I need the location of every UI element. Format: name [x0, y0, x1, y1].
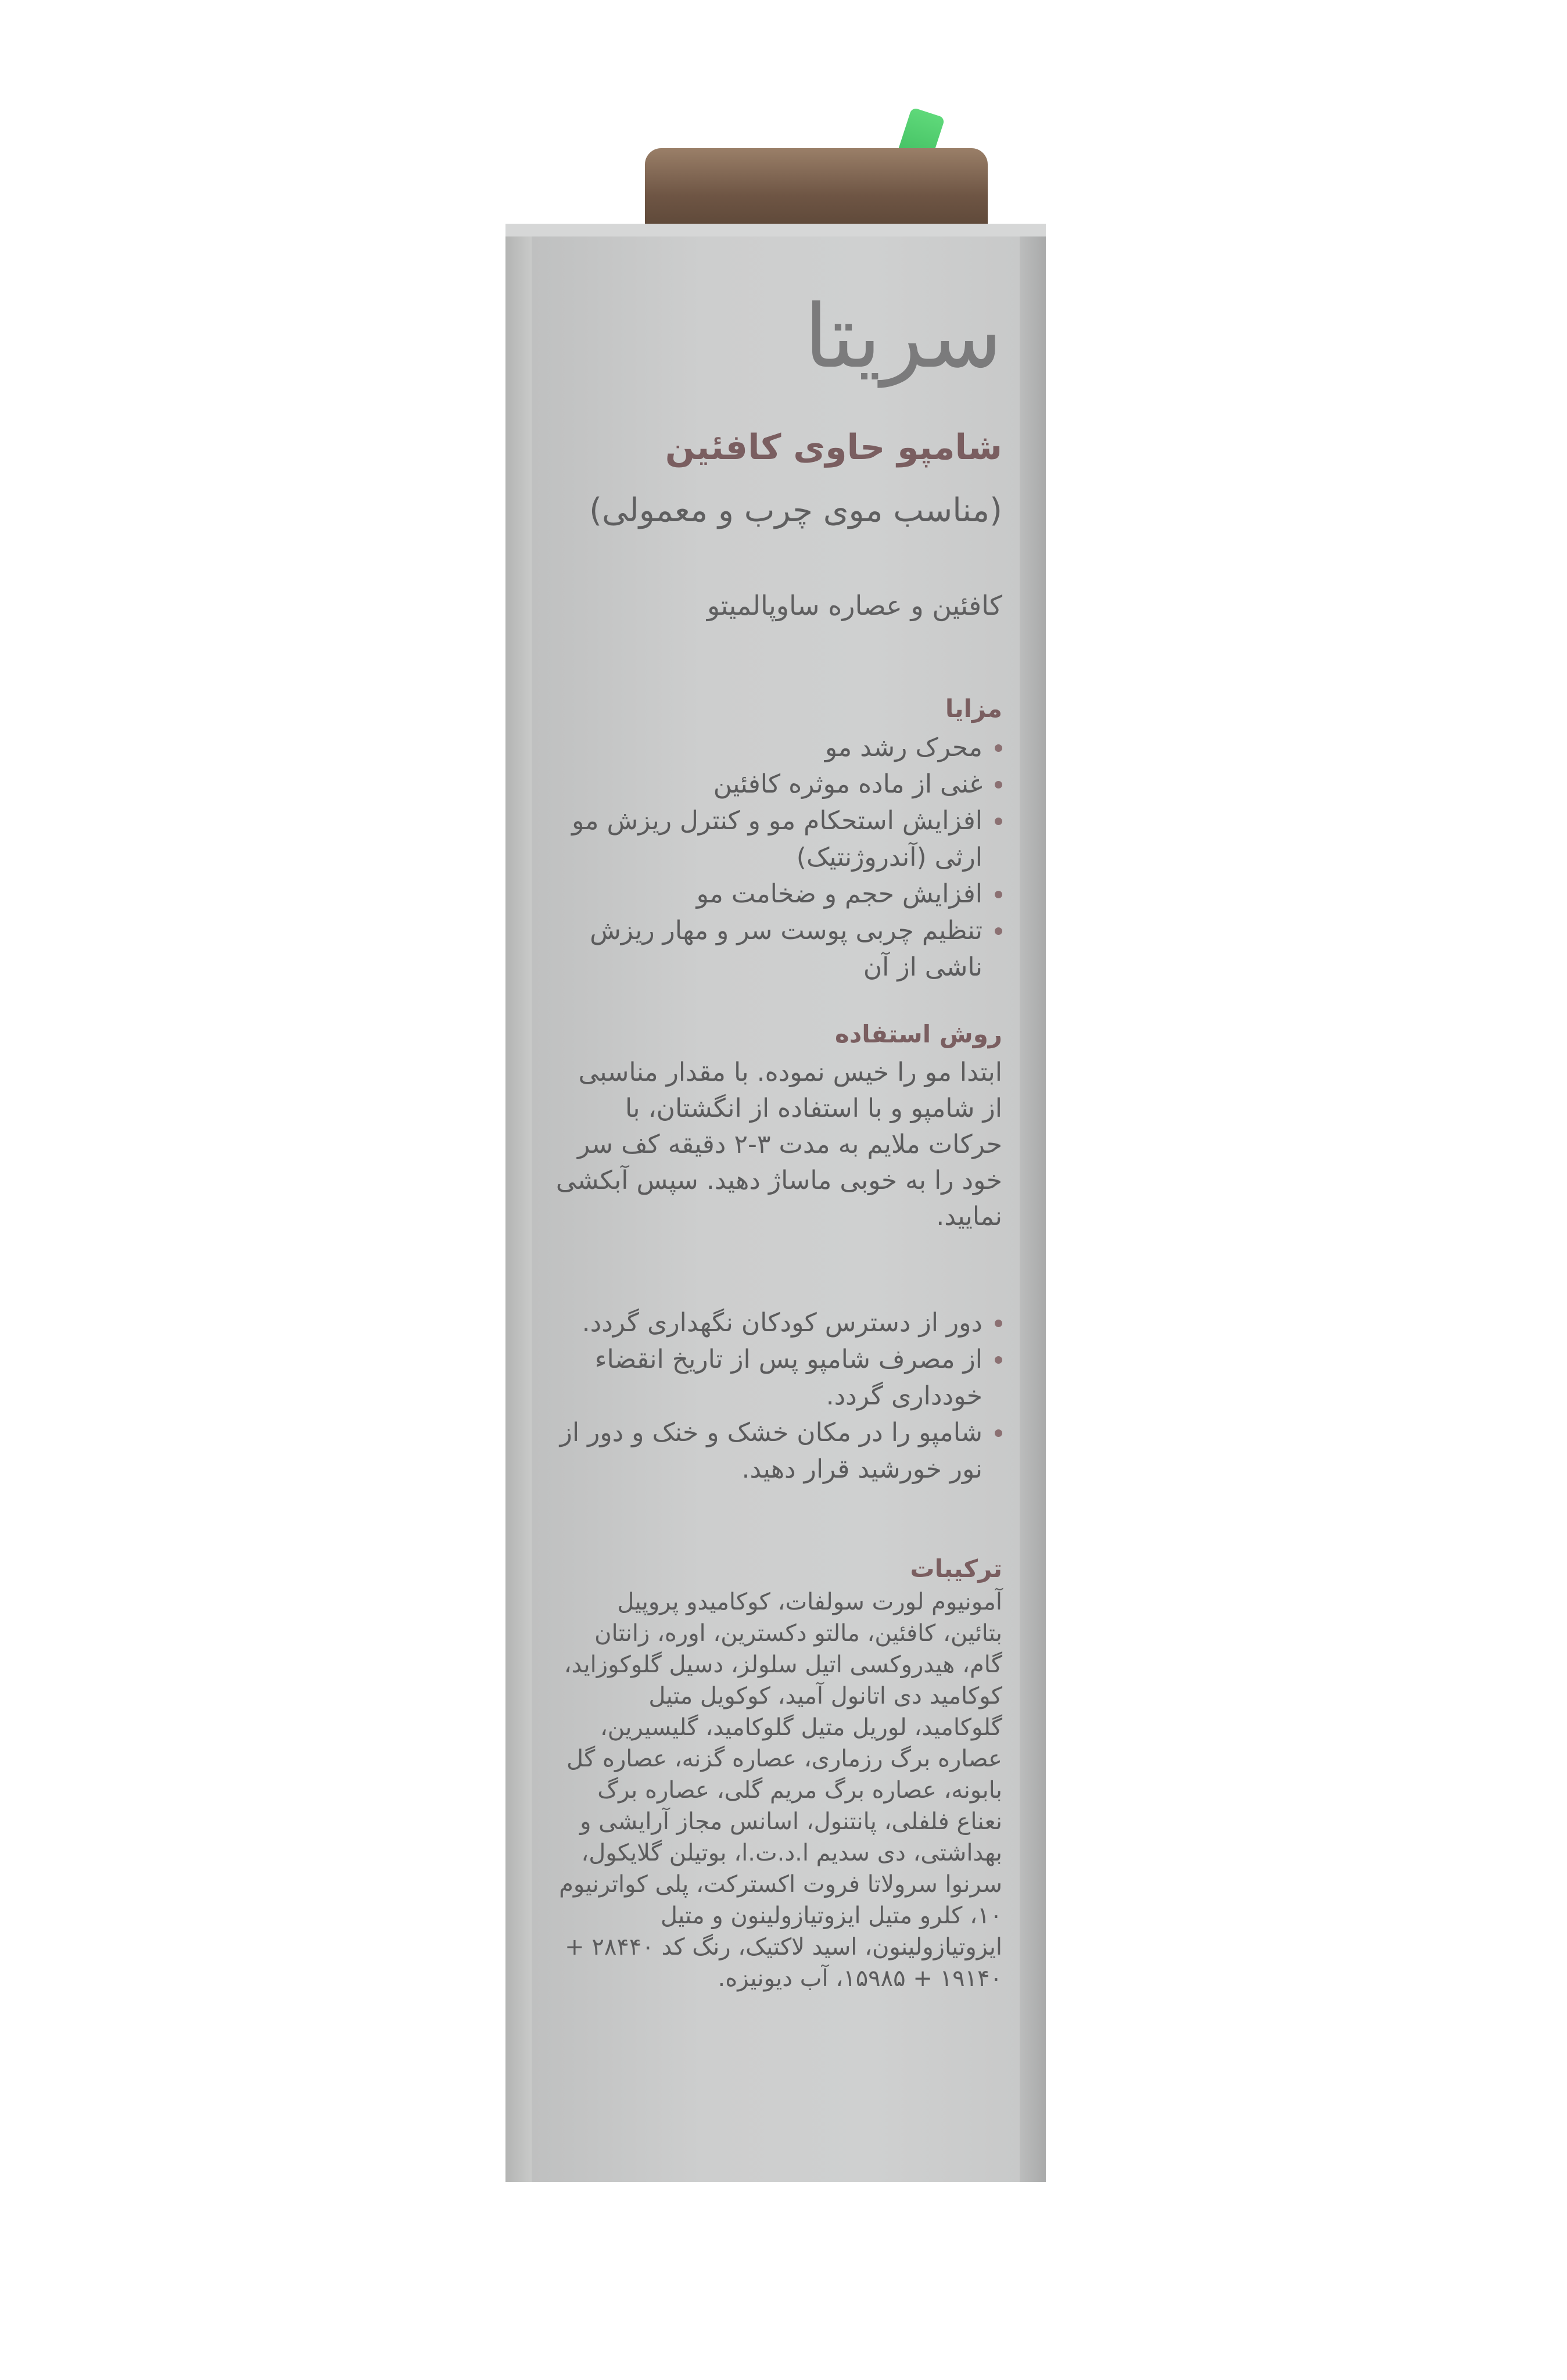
box-left-edge — [505, 224, 532, 2182]
benefit-item: افزایش حجم و ضخامت مو — [555, 876, 1002, 912]
bullet-dot — [995, 781, 1002, 788]
warnings-list — [555, 1304, 1002, 1488]
product-extract: کافئین و عصاره ساوپالمیتو — [707, 590, 1002, 621]
usage-text: ابتدا مو را خیس نموده. با مقدار مناسبی از شامپو و با استفاده از انگشتان، با حرکات ملایم به مدت ۳-۲ دقیقه کف سر خود را به خوبی ماساژ دهید. سپس آبکشی نمایید. — [555, 1058, 1002, 1231]
bottle-cap — [645, 148, 988, 235]
warning-item: از مصرف شامپو پس از تاریخ انقضاء خودداری گردد. — [555, 1341, 1002, 1414]
product-title: شامپو حاوی کافئین — [665, 427, 1002, 468]
benefit-item: افزایش استحکام مو و کنترل ریزش مو ارثی (آندروژنتیک) — [555, 802, 1002, 876]
bullet-dot — [995, 1356, 1002, 1364]
benefit-item: محرک رشد مو — [555, 729, 1002, 766]
warning-item: دور از دسترس کودکان نگهداری گردد. — [555, 1304, 1002, 1341]
product-box — [505, 224, 1046, 2182]
bullet-dot — [995, 744, 1002, 752]
warning-item: شامپو را در مکان خشک و خنک و دور از نور خورشید قرار دهید. — [555, 1414, 1002, 1488]
bullet-dot — [995, 891, 1002, 898]
bullet-dot — [995, 818, 1002, 825]
product-subtitle: (مناسب موی چرب و معمولی) — [589, 492, 1002, 529]
bullet-dot — [995, 927, 1002, 935]
ingredients-heading: ترکیبات — [910, 1554, 1002, 1583]
benefit-item: غنی از ماده موثره کافئین — [555, 766, 1002, 802]
bullet-dot — [995, 1320, 1002, 1327]
benefits-list — [555, 729, 1002, 985]
bullet-dot — [995, 1429, 1002, 1437]
box-right-edge — [1020, 224, 1046, 2182]
benefit-item: تنظیم چربی پوست سر و مهار ریزش ناشی از آن — [555, 912, 1002, 985]
box-top-lip — [505, 224, 1046, 236]
usage-heading: روش استفاده — [834, 1020, 1002, 1048]
ingredients-text: آمونیوم لورت سولفات، کوکامیدو پروپیل بتائین، کافئین، مالتو دکسترین، اوره، زانتان گام، هیدروکسی اتیل سلولز، دسیل گلوکوزاید، کوکامید دی اتانول آمید، کوکویل متیل گلوکامید، لوریل متیل گلوکامید، گلیسیرین، عصاره برگ رزماری، عصاره گزنه، عصاره گل بابونه، عصاره برگ مریم گلی، عصاره برگ نعناع فلفلی، پانتنول، اسانس مجاز آرایشی و بهداشتی، دی سدیم ا.د.ت.ا، بوتیلن گلایکول، سرنوا سرولاتا فروت اکسترکت، پلی کواترنیوم ۱۰، کلرو متیل ایزوتیازولینون و متیل ایزوتیازولینون، اسید لاکتیک، رنگ کد ۲۸۴۴۰ + ۱۹۱۴۰ + ۱۵۹۸۵، آب دیونیزه. — [559, 1589, 1002, 1992]
benefits-heading: مزایا — [945, 694, 1002, 723]
brand-logo: سریتا — [804, 286, 1002, 388]
